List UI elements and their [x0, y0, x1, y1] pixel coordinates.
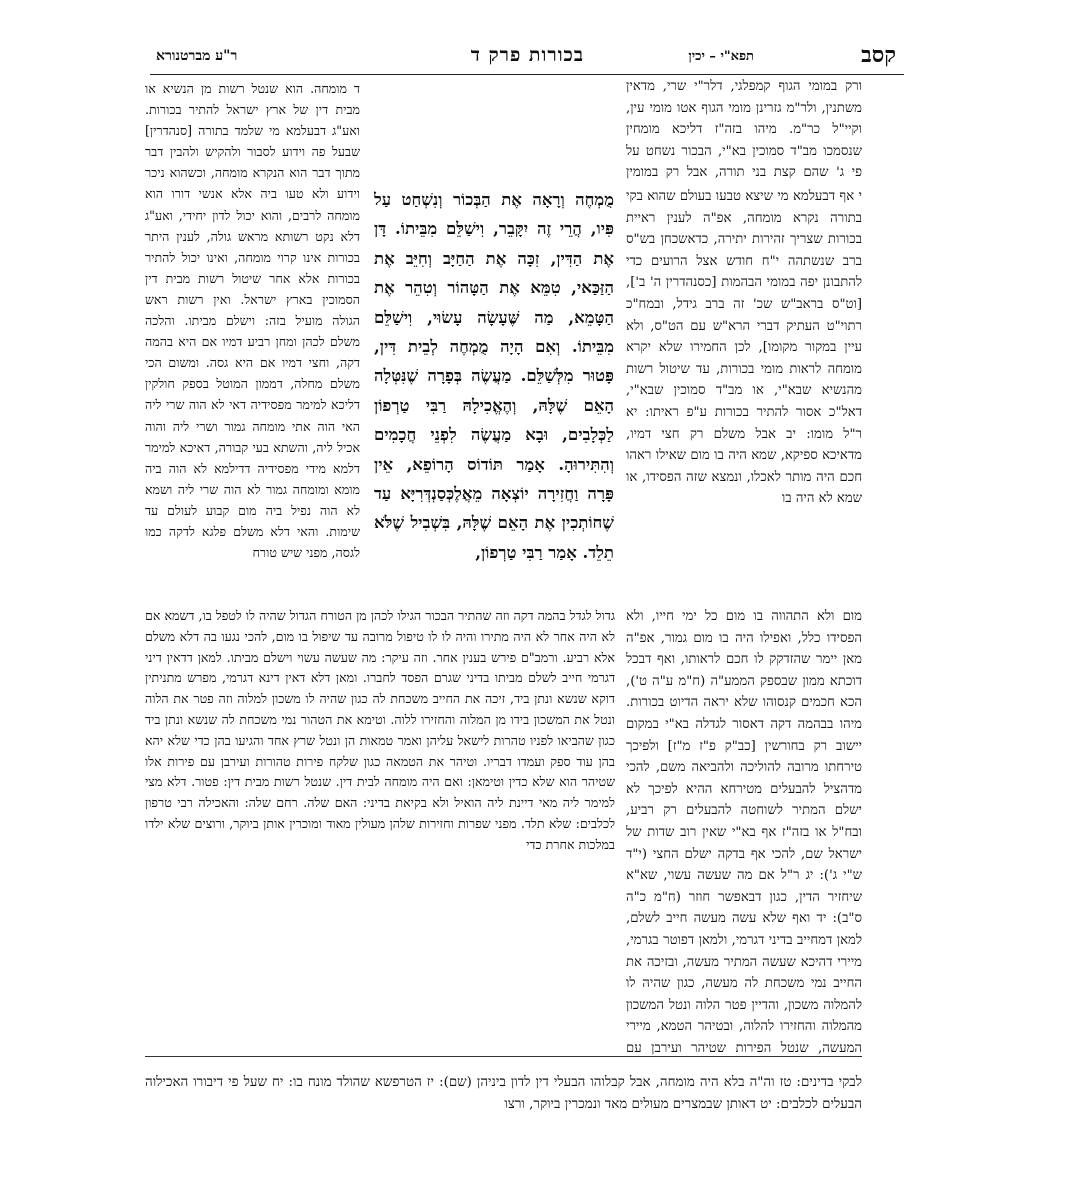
bartenura-text: ד מומחה. הוא שנטל רשות מן הנשיא או מבית דין של ארץ ישראל להתיר בכורות. ואע"ג דבעלמא מי שלמד בתורה [סנהדרין] שבעל פה וידוע לסבור ולהקיש ולהבין דבר מתוך דבר הוא הנקרא מומחה, וכשהוא ניכר וידוע ולא טעו ביה אלא אנשי דורו הוא מומחה לרבים, והוא יכול לדון יחידי, ואע"ג דלא נקט רשותא מראש גולה, לענין היתר בכורות אינו קרוי מומחה, ואינו יכול להתיר בכורות אלא אחר שיטול רשות מבית דין הסמוכין בארץ ישראל. ואין רשות ראש הגולה מועיל בזה: וישלם מביתו. והלכה משלם לכהן ומחן רביע דמיו אם היא בהמה דקה, וחצי דמיו אם היא גסה. ומשום הכי משלם מחלה, דממון המוטל בספק חולקין דליכא למימר מפסידיה דאי לא הוה שרי ליה האי הוה אתי מומחה גמור ושרי ליה והוה אכיל ליה, והשתא בעי קבורה, דאיכא למימר דלמא מידי מפסידיה דדילמא לא הוה ביה מומא ומומחה גמור לא הוה שרי ליה ושמא לא הוה נפיל ביה מום קבוע לעולם עד שימות. והאי דלא משלם פלגא לדקה כמו לגסה, מפני שיש טורח — [145, 81, 360, 561]
mishnah-text: מֻמְחֶה וְרָאָה אֶת הַבְּכוֹר וְנִשְׁחַט עַל פִּיו, הֲרֵי זֶה יִקָּבֵר, וִישַׁלֵּם מִבֵּיתוֹ. דָּן אֶת הַדִּין, זִכָּה אֶת הַחַיָּב וְחִיֵּב אֶת הַזַּכַּאי, טִמֵּא אֶת הַטָּהוֹר וְטִהֵר אֶת הַטָּמֵא, מַה שֶּׁעָשָׂה עָשׂוּי, וִישַׁלֵּם מִבֵּיתוֹ. וְאִם הָיָה מֻמְחֶה לְבֵית דִּין, פָּטוּר מִלְּשַׁלֵּם. מַעֲשֶׂה בְּפָרָה שֶׁנִּטְּלָה הָאֵם שֶׁלָּהּ, וְהֶאֱכִילָהּ רַבִּי טַרְפוֹן לַכְּלָבִים, וּבָא מַעֲשֶׂה לִפְנֵי חֲכָמִים וְהִתִּירוּהָ. אָמַר תּוֹדוֹס הָרוֹפֵא, אֵין פָּרָה וַחֲזִירָה יוֹצְאָה מֵאֲלֶכְּסַנְדְּרִיָּא עַד שֶׁחוֹתְכִין אֶת הָאֵם שֶׁלָּהּ, בִּשְׁבִיל שֶׁלֹּא תֵלֵד. אָמַר רַבִּי טַרְפוֹן, — [374, 190, 614, 562]
yachin-top-text: ורק במומי הגוף קמפלגי, דלר"י שרי, מדאין משתנין, ולר"מ גזרינן מומי הגוף אטו מומי עין, וקיי"ל כר"מ. מיהו בזה"ז דליכא מומחין שנסמכו מב"ד סמוכין בא"י, הבכור נשחט על פי ג' שהם קצת בני תורה, אבל רק במומין — [626, 79, 862, 181]
yachin-right-text: י אף דבעלמא מי שיצא טבעו בעולם שהוא בקי בתורה נקרא מומחה, אפ"ה לענין ראיית בכורות שצריך זהירות יתירה, כדאשכחן בש"ס ברב שנשתהה י"ח חודש אצל הרועים כדי להתבונן יפה במומי הבהמות [כסנהדרין ה' ב'], [וט"ס בראב"ש שכ' זה ברב גידל, ובמח"כ רתוי"ט העתיק דברי הרא"ש עם הט"ס, ולא עיין במקור מקומו], לכן החמירו שלא יקרא מומחה לראות מומי בכורות, עד שיטול רשות מהנשיא שבא"י, או מב"ד סמוכין שבא"י, דאל"כ אסור להתיר בכורות ע"פ ראיתו: יא ר"ל מומו: יב אבל משלם רק חצי דמיו, מדאיכא ספיקא, שמא היה בו מום שאילו ראהו חכם היה מותר לאכלו, ונמצא שזה הפסידו, או שמא לא היה בו — [626, 189, 862, 507]
bartenura-bottom-text: גדול לגדל בהמה דקה וזה שהתיר הבכור הגילו לכהן מן הטורח הגדול שהיה לו לטפל בו, דשמא אם לא היה אחר לא היה מתירו והיה לו לו טיפול מרובה עד שיפול בו מום, להכי נגעו בה דלא משלם אלא רביע. ורמב"ם פירש בענין אחר. וזה עיקר: מה שעשה עשוי וישלם מביתו. למאן דדאין דיני דגרמי חייב לשלם מביתו בדיני שגרם הפסד לחברו. ומאן דלא דאין דינא דגרמי, מפרש מתניתין דוקא שנשא ונתן ביד, זיכה את החייב משכחת לה כגון שהיה לו משכון למלוה וזה פטר את הלוה ונטל את המשכון בידו מן המלוה והחזירו ללוה. וטימא את הטהור נמי משכחת לה שנשא ונתן ביד כגון שהביאו לפניו טהרות לישאל עליהן ואמר טמאות הן ונטל שרץ אחד והגיעו בהן כדי שלא יהא בהן עוד ספק ועמדו דבריו. וטיהר את הטמאה כגון שלקח פירות טהורות ועירבן עם פירות אלו שטיהר הוא שלא כדין וטימאן: ואם היה מומחה לבית דין. שנטל רשות מבית דין: פטור. דלא מצי למימר ליה מאי דיינת ליה הואיל ולא בקיאת בדיני: האם שלה. רחם שלה: והאכילה רבי טרפון לכלבים: שלא תלד. מפני שפרות וחזירות שלהן מעולין מאוד ומוכרין אותן ביוקר, ורוצים שלא ילדו במלכות אחרת כדי — [145, 608, 615, 852]
mishnah-column — [374, 185, 614, 605]
bartenura-column — [145, 78, 360, 613]
yachin-top — [626, 76, 862, 186]
footnote-rule — [145, 1056, 862, 1057]
page-header — [150, 40, 904, 75]
bartenura-bottom — [145, 606, 615, 1058]
tractate-title: בכורות פרק ד — [470, 44, 584, 66]
yachin-bottom-column — [626, 606, 862, 1058]
footnote-block — [145, 1059, 862, 1121]
yachin-right-column — [626, 186, 862, 586]
page-number: קסב — [861, 42, 896, 68]
commentary-label: ר"ע מברטנורא — [156, 48, 238, 64]
yachin-bottom-text: מום ולא התהווה בו מום כל ימי חייו, ולא הפסידו כלל, ואפילו היה בו מום גמור, אפ"ה מאן יימר שהזדקק לו חכם לראותו, ואף דבכל דוכתא ממון שבספק הממע"ה (ח"מ ע"ה ט'), הכא חכמים קנסוהו שלא יראה הדיוט בכורות. מיהו בבהמה דקה דאסור לגדלה בא"י במקום יישוב רק בחורשין [כב"ק פ"ז מ"ז] ולפיכך טירחתו מרובה להוליכה ולהביאה משם, להכי מדהציל להבעלים מטירחא ההיא לפיכך לא ישלם המתיר לשוחטה להבעלים רק רביע, ובח"ל או בזה"ז אף בא"י שאין רוב שדות של ישראל שם, להכי אף בדקה ישלם החצי (י"ד ש"י ג'): יג ר"ל אם מה שעשה עשוי, שא"א שיחזיר הדין, כגון דבאפשר חוזר (ח"מ כ"ה ס"ב): יד ואף שלא עשה מעשה חייב לשלם, למאן דמחייב בדיני דגרמי, ולמאן דפוטר בגרמי, מיירי דהיכא שעשה המתיר מעשה, ובזיכה את החייב נמי משכחת לה מעשה, כגון שהיה לו להמלוה משכון, והדיין פטר הלוה ונטל המשכון מהמלוה והחזירו להלוה, ובטיהר הטמא, מיירי המעשה, שנטל הפירות שטיהר ועירבן עם — [626, 609, 862, 1056]
tiferet-label: תפא"י – יכין — [688, 49, 754, 64]
footnote-text: לבקי בדינים: טז וה"ה בלא היה מומחה, אבל קבלוהו הבעלי דין לדון ביניהן (שם): יז הטרפשא שהולד מונח בו: יח שעל פי דיבורו האכילוה הבעלים לכלבים: יט דאותן שבמצרים מעולים מאד ונמכרין ביוקר, ורצו — [145, 1075, 862, 1112]
